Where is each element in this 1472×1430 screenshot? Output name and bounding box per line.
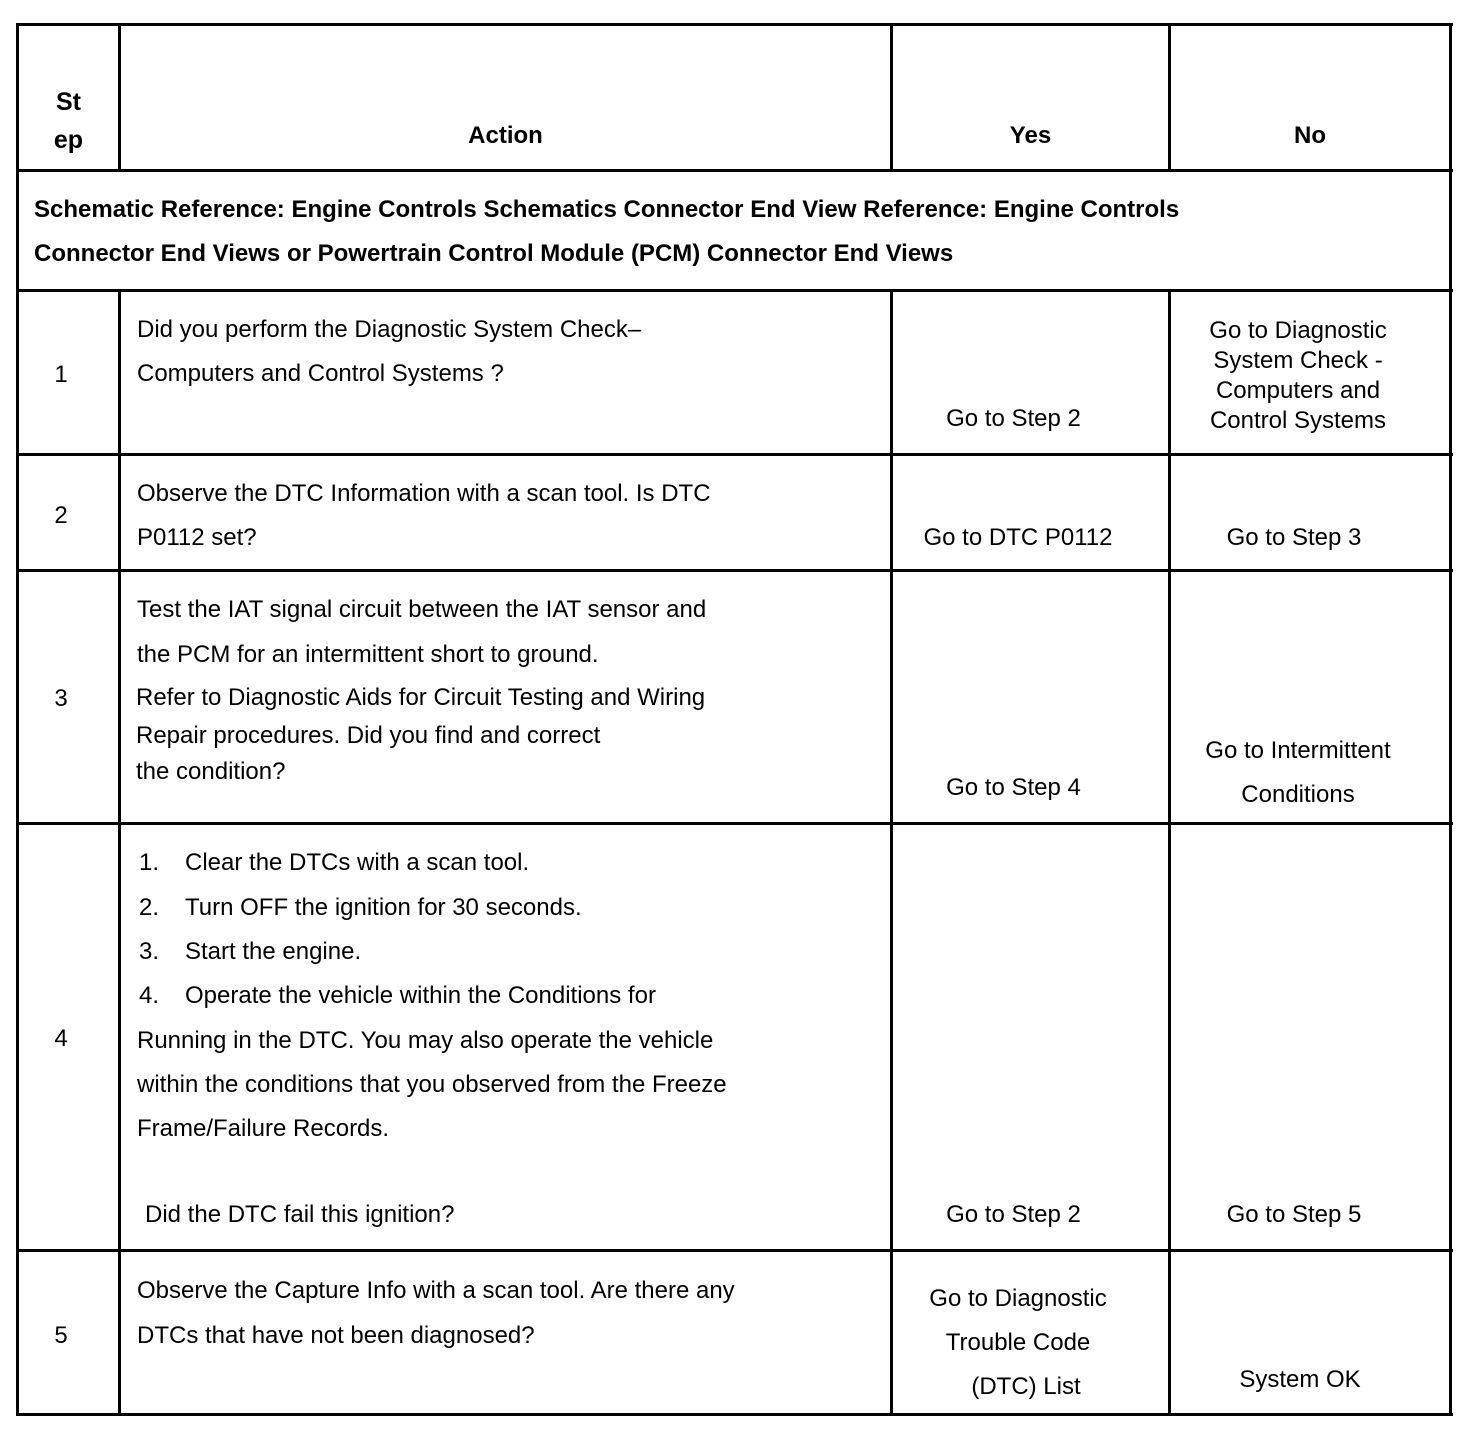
row2-divider [17,569,1453,572]
action-text: Repair procedures. Did you find and correct [136,722,601,749]
table-border-right [1449,23,1452,1416]
col-divider-action [890,289,893,1416]
action-text: DTCs that have not been diagnosed? [137,1322,535,1349]
row3-divider [17,822,1453,825]
step-number: 4 [54,1025,68,1052]
reference-divider [17,289,1453,292]
yes-action: Go to Diagnostic Trouble Code (DTC) List [929,1285,1107,1400]
action-text: the condition? [136,758,286,785]
step-number: 3 [54,685,68,712]
no-action: Go to Step 3 [1226,524,1362,551]
list-number: 4. [139,982,160,1009]
list-number: 1. [139,849,160,876]
no-action: System OK [1239,1366,1361,1393]
header-step [19,83,118,159]
action-text: Running in the DTC. You may also operate the vehicle [137,1027,714,1054]
action-text: Test the IAT signal circuit between the IAT sensor and [137,596,707,623]
header-no: No [1294,122,1326,149]
action-text: Refer to Diagnostic Aids for Circuit Testing and Wiring [136,684,706,711]
action-question: Did the DTC fail this ignition? [145,1201,455,1228]
header-yes: Yes [1009,122,1052,149]
schematic-reference-line2: Connector End Views or Powertrain Control Module (PCM) Connector End Views [34,240,954,267]
list-item: Start the engine. [185,938,362,965]
action-text: within the conditions that you observed from the Freeze [137,1071,727,1098]
header-step-line1: St [56,88,81,116]
list-item: Turn OFF the ignition for 30 seconds. [185,894,582,921]
yes-action: Go to DTC P0112 [923,524,1113,551]
action-text: Frame/Failure Records. [137,1115,390,1142]
step-number: 2 [54,502,68,529]
step-number: 5 [54,1322,68,1349]
action-text: P0112 set? [137,524,257,551]
yes-action: Go to Step 2 [946,405,1081,432]
row4-divider [17,1249,1453,1252]
header-divider [17,169,1453,172]
list-item: Operate the vehicle within the Conditions for [185,982,656,1009]
no-action: Go to Diagnostic System Check - Computers and Control Systems [1209,317,1387,434]
no-action: Go to Intermittent Conditions [1205,737,1391,808]
header-action: Action [468,122,543,149]
table-border-top [17,23,1453,26]
list-number: 2. [139,894,160,921]
list-item: Clear the DTCs with a scan tool. [185,849,530,876]
header-step-line2: ep [53,126,84,154]
no-action: Go to Step 5 [1226,1201,1362,1228]
row1-divider [17,453,1453,456]
col-divider-step [118,289,121,1416]
list-number: 3. [139,938,160,965]
yes-action: Go to Step 2 [946,1201,1081,1228]
action-text: Observe the Capture Info with a scan tool. Are there any [137,1277,735,1304]
step-number: 1 [54,361,68,388]
action-text: Did you perform the Diagnostic System Check– [137,316,642,343]
action-text: Computers and Control Systems ? [137,360,504,387]
action-text: Observe the DTC Information with a scan tool. Is DTC [137,480,711,507]
table-border-bottom [17,1413,1453,1416]
action-text: the PCM for an intermittent short to ground. [137,641,599,668]
table-border-left [16,23,19,1416]
col-divider-yes [1168,289,1171,1416]
schematic-reference-line1: Schematic Reference: Engine Controls Schematics Connector End View Reference: Engine Controls [34,196,1180,223]
yes-action: Go to Step 4 [946,774,1081,801]
